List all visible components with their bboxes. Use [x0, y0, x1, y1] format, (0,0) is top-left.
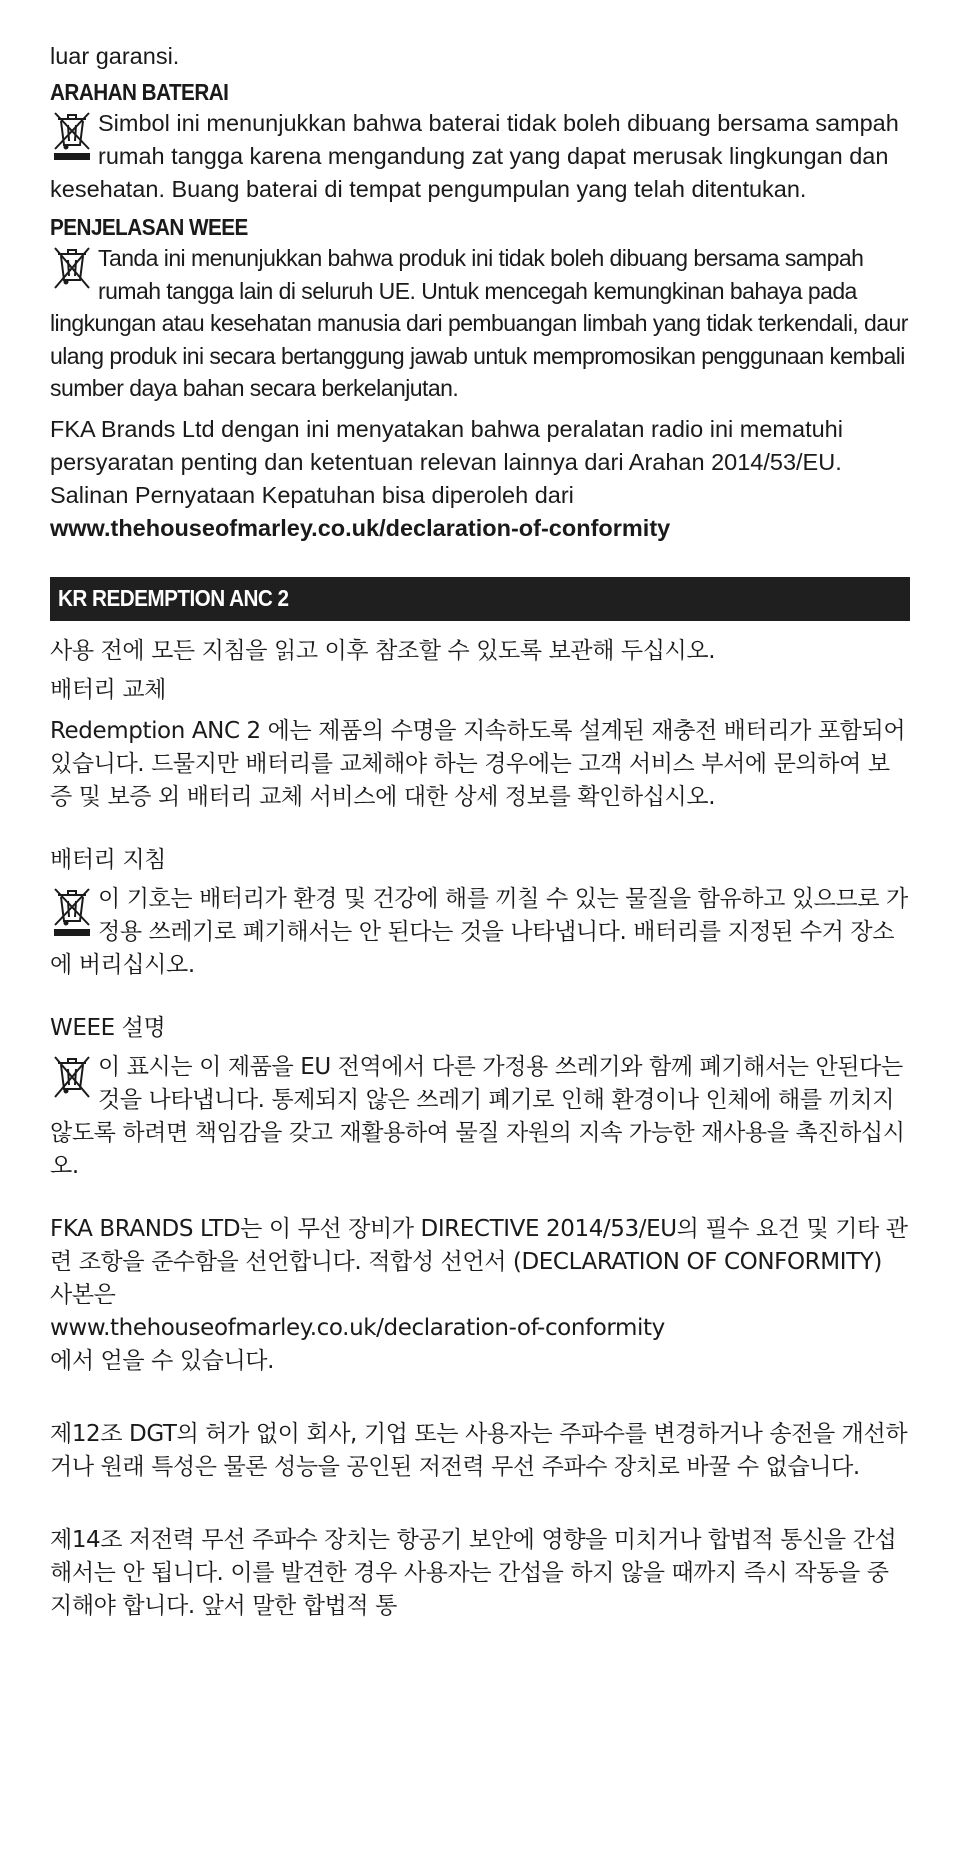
- manual-page: [50, 40, 910, 1623]
- kr-conformity: [50, 1213, 910, 1378]
- id-weee-heading-wrap: [50, 212, 910, 242]
- id-battery-text: Simbol ini menunjukkan bahwa baterai tidak boleh dibuang bersama sampah rumah tangga karena mengandung zat yang dapat merusak lingkungan dan kesehatan. Buang baterai di tempat pengumpulan yang telah ditentukan.: [50, 110, 899, 202]
- kr-battery-instr-heading: 배터리 지침: [50, 846, 167, 873]
- crossed-bin-with-bar-icon: [50, 109, 98, 165]
- crossed-wheelie-bin-icon: [50, 244, 98, 296]
- kr-conformity-tail: 에서 얻을 수 있습니다.: [50, 1347, 275, 1374]
- id-conformity-url[interactable]: www.thehouseofmarley.co.uk/declaration-of-conformity: [50, 514, 671, 541]
- kr-weee-block: [50, 1051, 910, 1183]
- id-weee-block: [50, 242, 910, 405]
- id-conformity-statement: FKA Brands Ltd dengan ini menyatakan bahwa peralatan radio ini mematuhi persyaratan penting dan ketentuan relevan lainnya dari Arahan 2014/53/EU. Salinan Pernyataan Kepatuhan bisa diperoleh dari: [50, 415, 843, 508]
- kr-weee-text: 이 표시는 이 제품을 EU 전역에서 다른 가정용 쓰레기와 함께 폐기해서는 안된다는 것을 나타냅니다. 통제되지 않은 쓰레기 폐기로 인해 환경이나 인체에 해를 끼치지 않도록 하려면 책임감을 갖고 재활용하여 물질 자원의 지속 가능한 재사용을 촉진하십시오.: [50, 1053, 905, 1179]
- intro-tail: luar garansi.: [50, 43, 180, 69]
- kr-battery-instr-text: 이 기호는 배터리가 환경 및 건강에 해를 끼칠 수 있는 물질을 함유하고 있으므로 가정용 쓰레기로 폐기해서는 안 된다는 것을 나타냅니다. 배터리를 지정된 수거 장소에 버리십시오.: [50, 885, 908, 978]
- kr-article-12: 제12조 DGT의 허가 없이 회사, 기업 또는 사용자는 주파수를 변경하거나 송전을 개선하거나 원래 특성은 물론 성능을 공인된 저전력 무선 주파수 장치로 바꿀 수 없습니다.: [50, 1420, 908, 1480]
- kr-banner-title: KR REDEMPTION ANC 2: [58, 585, 289, 611]
- crossed-wheelie-bin-icon: [50, 1053, 98, 1105]
- kr-conformity-statement: FKA BRANDS LTD는 이 무선 장비가 DIRECTIVE 2014/53/EU의 필수 요건 및 기타 관련 조항을 준수함을 선언합니다. 적합성 선언서 (DECLARATION OF CONFORMITY) 사본은: [50, 1215, 908, 1308]
- id-weee-text: Tanda ini menunjukkan bahwa produk ini tidak boleh dibuang bersama sampah rumah tangga lain di seluruh UE. Untuk mencegah kemungkinan bahaya pada lingkungan atau kesehatan manusia dari pembuangan limbah yang tidak terkendali, daur ulang produk ini secara bertanggung jawab untuk mempromosikan penggunaan kembali sumber daya bahan secara berkelanjutan.: [50, 245, 908, 401]
- kr-battery-instr-block: [50, 883, 910, 982]
- id-conformity-text: [50, 413, 910, 545]
- kr-weee-heading: WEEE 설명: [50, 1014, 166, 1041]
- id-weee-heading: PENJELASAN WEEE: [50, 214, 248, 240]
- kr-battery-replace-text: Redemption ANC 2 에는 제품의 수명을 지속하도록 설계된 재충전 배터리가 포함되어 있습니다. 드물지만 배터리를 교체해야 하는 경우에는 고객 서비스 부서에 문의하여 보증 및 보증 외 배터리 교체 서비스에 대한 상세 정보를 확인하십시오.: [50, 717, 906, 810]
- id-battery-heading: ARAHAN BATERAI: [50, 79, 229, 105]
- kr-section-banner: [50, 577, 910, 621]
- kr-intro: 사용 전에 모든 지침을 읽고 이후 참조할 수 있도록 보관해 두십시오.: [50, 637, 716, 664]
- kr-battery-replace-heading: 배터리 교체: [50, 676, 167, 703]
- id-battery-block: [50, 107, 910, 206]
- id-battery-heading-wrap: [50, 77, 910, 107]
- kr-conformity-url[interactable]: www.thehouseofmarley.co.uk/declaration-of-conformity: [50, 1314, 665, 1341]
- crossed-bin-with-bar-icon: [50, 885, 98, 941]
- kr-article-14: 제14조 저전력 무선 주파수 장치는 항공기 보안에 영향을 미치거나 합법적 통신을 간섭해서는 안 됩니다. 이를 발견한 경우 사용자는 간섭을 하지 않을 때까지 즉시 작동을 중지해야 합니다. 앞서 말한 합법적 통: [50, 1526, 897, 1619]
